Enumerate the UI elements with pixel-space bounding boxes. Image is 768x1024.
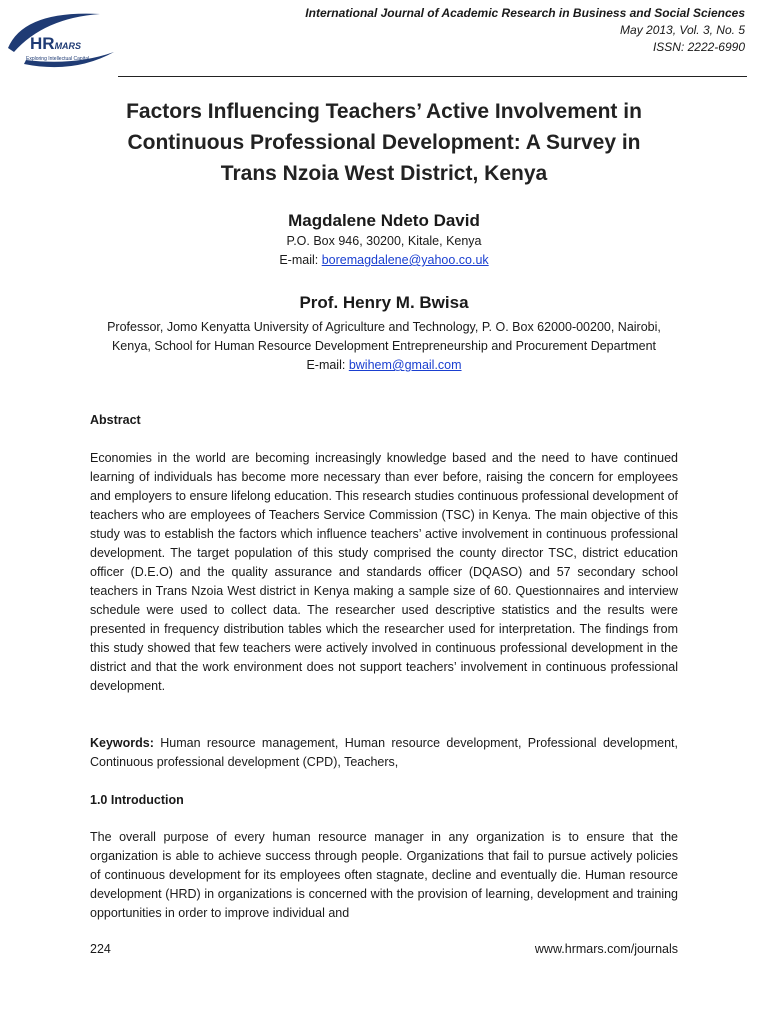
- author-block: [60, 292, 708, 375]
- journal-info: [305, 5, 745, 56]
- journal-title: International Journal of Academic Research in Business and Social Sciences: [305, 6, 745, 20]
- author-name: Magdalene Ndeto David: [288, 211, 480, 230]
- introduction-heading: 1.0 Introduction: [90, 793, 184, 807]
- keywords-text: Human resource management, Human resource development, Professional development, Continuous professional development (CPD), Teachers,: [90, 736, 678, 769]
- title-line: Trans Nzoia West District, Kenya: [220, 162, 548, 185]
- author-name: Prof. Henry M. Bwisa: [299, 293, 469, 312]
- author-email-line: [60, 356, 708, 375]
- header-rule: [118, 76, 747, 77]
- email-label: E-mail:: [279, 253, 322, 267]
- footer-website: www.hrmars.com/journals: [534, 942, 678, 956]
- journal-issn: ISSN: 2222-6990: [652, 40, 745, 54]
- author-block: [60, 210, 708, 270]
- journal-issue: May 2013, Vol. 3, No. 5: [620, 23, 745, 37]
- author-email-line: [60, 251, 708, 270]
- title-line: Factors Influencing Teachers’ Active Involvement in: [126, 100, 642, 123]
- introduction-text: The overall purpose of every human resource manager in any organization is to ensure that the organization is able to achieve success through people. Organizations that fail to pursue actively policies of continuous development for its employees often stagnate, decline and eventually die. Human resource development (HRD) in organizations is concerned with the provision of learning, development and training opportunities in order to improve individual and: [90, 830, 678, 920]
- author-email-link[interactable]: bwihem@gmail.com: [348, 358, 462, 372]
- author-affiliation: Professor, Jomo Kenyatta University of Agriculture and Technology, P. O. Box 62000-00200, Nairobi, Kenya, School for Human Resource Development Entrepreneurship and Procurement Department: [107, 320, 661, 353]
- abstract-heading: Abstract: [90, 413, 141, 427]
- email-label: E-mail:: [306, 358, 349, 372]
- page-number: 224: [90, 942, 111, 956]
- keywords-label: Keywords:: [90, 736, 154, 750]
- author-email-link[interactable]: boremagdalene@yahoo.co.uk: [321, 253, 489, 267]
- paper-title: [90, 96, 678, 189]
- abstract-text: Economies in the world are becoming increasingly knowledge based and the need to have continued learning of individuals has become more necessary than ever before, raising the concern for employees and employers to ensure lifelong education. This research studies continuous professional development of teachers who are employees of Teachers Service Commission (TSC) in Kenya. The main objective of this study was to establish the factors which influence teachers’ active involvement in continuous professional development. The target population of this study comprised the county director TSC, district education officer (D.E.O) and the quality assurance and standards officer (DQASO) and 57 secondary school teachers in Trans Nzoia West district in Kenya making a sample size of 60. Questionnaires and interview schedule were used to collect data. The researcher used descriptive statistics and the results were presented in frequency distribution tables which the researcher used for interpretation. The findings from this study showed that few teachers were actively involved in continuous professional development in the district and that the work environment does not support teachers’ involvement in continuous professional development.: [90, 451, 678, 693]
- logo-tagline: Exploring Intellectual Capital: [26, 56, 90, 62]
- title-line: Continuous Professional Development: A Survey in: [127, 131, 641, 154]
- author-address: P.O. Box 946, 30200, Kitale, Kenya: [286, 234, 482, 248]
- logo-wordmark: HRMARS: [30, 34, 82, 53]
- hrmars-logo: [4, 8, 116, 72]
- keywords: [90, 734, 678, 772]
